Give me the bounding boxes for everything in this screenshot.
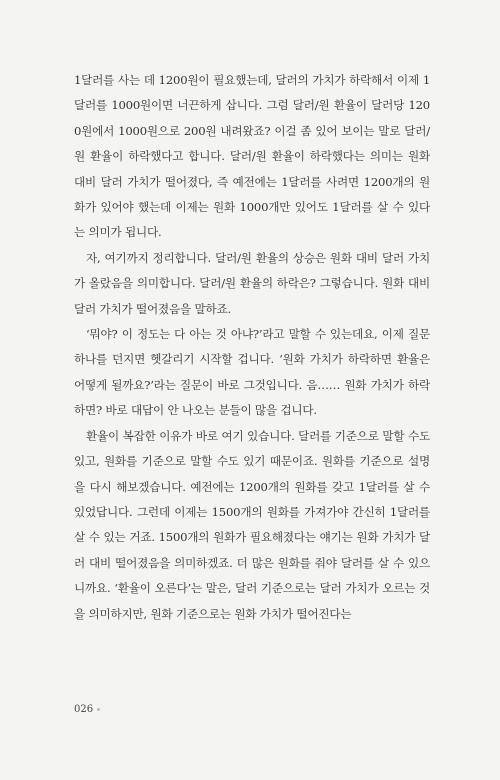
page-footer xyxy=(74,704,100,715)
page-dot-icon xyxy=(97,708,100,711)
page-number: 026 xyxy=(74,704,94,715)
paragraph-4: 환율이 복잡한 이유가 바로 여기 있습니다. 달러를 기준으로 말할 수도 있고, 원화를 기준으로 말할 수도 있기 때문이죠. 원화를 기준으로 설명을 다시 해보겠습니다. 예전에는 1200개의 원화를 갖고 1달러를 살 수 있었답니다. 그런데 이제는 1500개의 원화를 가져가야 간신히 1달러를 살 수 있는 거죠. 1500개의 원화가 필요해졌다는 얘기는 원화 가치가 달러 대비 떨어졌음을 의미하겠죠. 더 많은 원화를 줘야 달러를 살 수 있으니까요. ‘환율이 오른다’는 말은, 달러 기준으로는 달러 가치가 오르는 것을 의미하지만, 원화 기준으로는 원화 가치가 떨어진다는 xyxy=(74,428,430,621)
paragraph-3: ‘뭐야? 이 정도는 다 아는 것 아냐?’라고 말할 수 있는데요, 이제 질문 하나를 던지면 헷갈리기 시작할 겁니다. ‘원화 가치가 하락하면 환율은 어떻게 될까요?’라는 질문이 바로 그것입니다. 음…… 원화 가치가 하락하면? 바로 대답이 안 나오는 분들이 많을 겁니다. xyxy=(74,327,430,418)
paragraph-2: 자, 여기까지 정리합니다. 달러/원 환율의 상승은 원화 대비 달러 가치가 올랐음을 의미합니다. 달러/원 환율의 하락은? 그렇습니다. 원화 대비 달러 가치가 떨어졌음을 말하죠. xyxy=(74,250,430,316)
page-body xyxy=(74,68,430,627)
paragraph-1: 1달러를 사는 데 1200원이 필요했는데, 달러의 가치가 하락해서 이제 1달러를 1000원이면 너끈하게 삽니다. 그럼 달러/원 환율이 달러당 1200원에서 1000원으로 200원 내려왔죠? 이걸 좀 있어 보이는 말로 달러/원 환율이 하락했다고 합니다. 달러/원 환율이 하락했다는 의미는 원화 대비 달러 가치가 떨어졌다, 즉 예전에는 1달러를 사려면 1200개의 원화가 있어야 했는데 이제는 원화 1000개만 있어도 1달러를 살 수 있다는 의미가 됩니다. xyxy=(74,73,430,240)
